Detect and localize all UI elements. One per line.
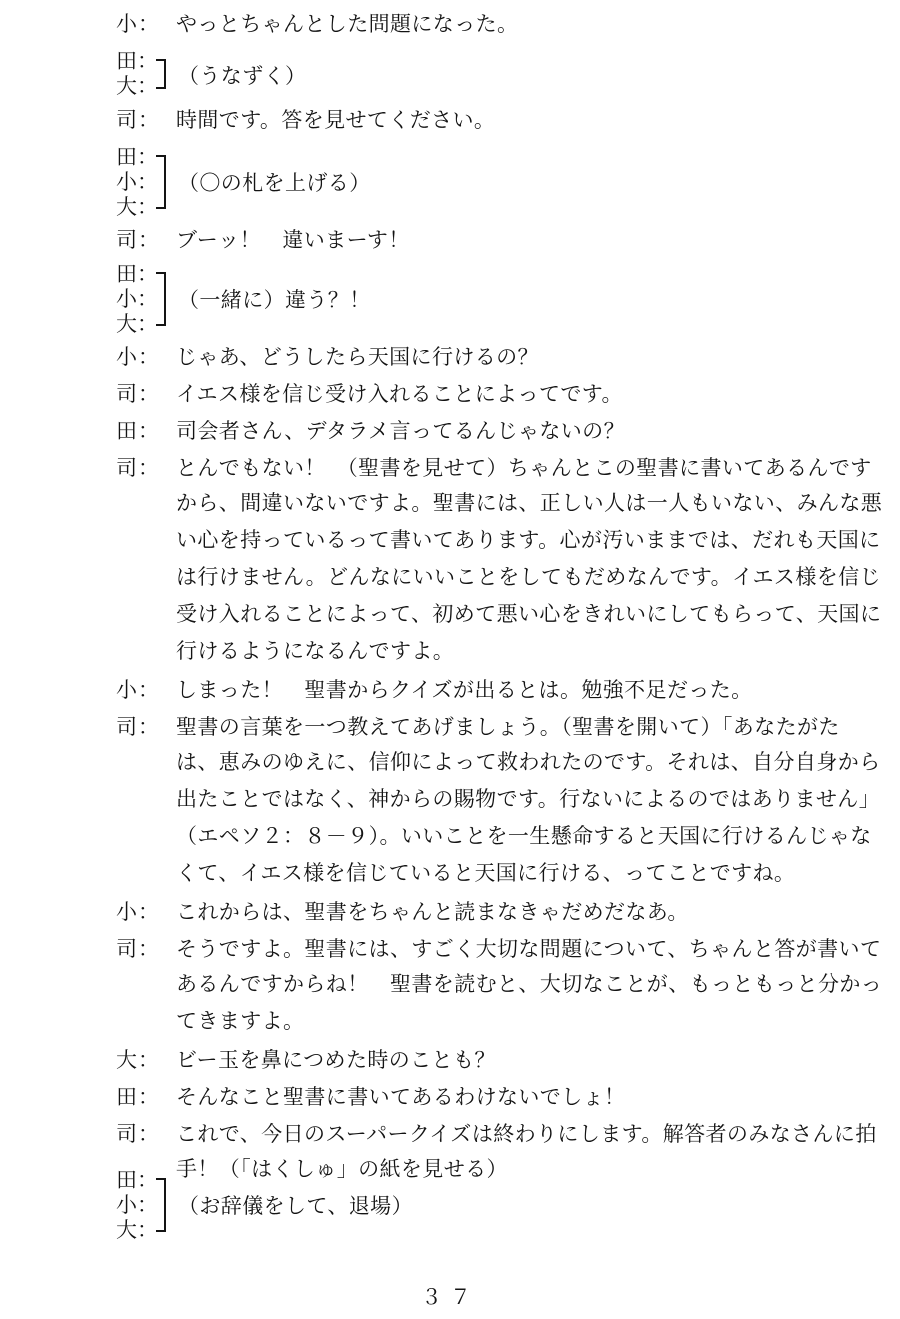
stage-direction: （〇の札を上げる） — [178, 171, 371, 195]
dialogue-line — [116, 670, 886, 707]
dialogue-text: 時間です。答を見せてください。 — [176, 107, 496, 132]
dialogue-continuation: から、間違いないですよ。聖書には、正しい人は一人もいない、みんな悪 — [176, 491, 883, 515]
speaker-label: 司： — [116, 107, 160, 132]
speaker-label: 田： — [116, 262, 158, 286]
speaker-label: 小： — [116, 170, 158, 194]
speaker-label: 大： — [116, 1218, 158, 1242]
dialogue-continuation: 受け入れることによって、初めて悪い心をきれいにしてもらって、天国に — [176, 602, 882, 626]
group-action — [116, 145, 886, 221]
speaker-group — [116, 262, 158, 337]
dialogue-text: ブーッ！ 違いまーす！ — [176, 227, 410, 252]
speaker-label: 司： — [116, 714, 160, 739]
dialogue-text: ビー玉を鼻につめた時のことも？ — [176, 1047, 496, 1072]
dialogue-line — [116, 929, 886, 966]
speaker-label: 小： — [116, 677, 160, 702]
speaker-label: 田： — [116, 418, 160, 443]
speaker-label: 小： — [116, 1193, 158, 1217]
dialogue-line — [116, 220, 886, 257]
bracket-icon — [156, 1178, 166, 1232]
speaker-group — [116, 145, 158, 220]
speaker-label: 田： — [116, 49, 158, 73]
speaker-label: 司： — [116, 381, 160, 406]
dialogue-text: 聖書の言葉を一つ教えてあげましょう。（聖書を開いて）「あなたがた — [176, 714, 840, 739]
speaker-label: 大： — [116, 74, 158, 98]
dialogue-line — [116, 100, 886, 137]
speaker-group — [116, 1168, 158, 1243]
dialogue-line — [116, 1077, 886, 1114]
dialogue-continuation: い心を持っているって書いてあります。心が汚いままでは、だれも天国に — [176, 528, 881, 552]
dialogue-continuation: は行けません。どんなにいいことをしてもだめなんです。イエス様を信じ — [176, 565, 881, 589]
dialogue-continuation: （エペソ２：８－９）。いいことを一生懸命すると天国に行けるんじゃな — [176, 824, 872, 848]
dialogue-text: イエス様を信じ受け入れることによってです。 — [176, 381, 623, 406]
stage-direction: （お辞儀をして、退場） — [178, 1194, 413, 1218]
speaker-label: 小： — [116, 287, 158, 311]
dialogue-text: これからは、聖書をちゃんと読まなきゃだめだなあ。 — [176, 899, 689, 924]
dialogue-continuation: てきますよ。 — [176, 1009, 305, 1033]
bracket-icon — [156, 155, 166, 209]
bracket-icon — [156, 59, 166, 89]
speaker-label: 小： — [116, 344, 160, 369]
stage-direction: （一緒に）違う？！ — [178, 288, 371, 312]
speaker-label: 田： — [116, 1168, 158, 1192]
speaker-label: 司： — [116, 1121, 160, 1146]
bracket-icon — [156, 272, 166, 326]
speaker-label: 大： — [116, 195, 158, 219]
speaker-label: 司： — [116, 936, 160, 961]
dialogue-text: とんでもない！ （聖書を見せて）ちゃんとこの聖書に書いてあるんです — [176, 455, 872, 480]
speaker-group — [116, 49, 158, 99]
speaker-label: 田： — [116, 145, 158, 169]
dialogue-continuation: 行けるようになるんですよ。 — [176, 639, 455, 663]
speaker-label: 小： — [116, 11, 160, 36]
dialogue-text: 司会者さん、デタラメ言ってるんじゃないの？ — [176, 418, 625, 443]
dialogue-line — [116, 1114, 886, 1151]
speaker-label: 司： — [116, 455, 160, 480]
dialogue-text: しまった！ 聖書からクイズが出るとは。勉強不足だった。 — [176, 677, 753, 702]
dialogue-line — [116, 448, 886, 485]
speaker-label: 大： — [116, 312, 158, 336]
dialogue-text: そうですよ。聖書には、すごく大切な問題について、ちゃんと答が書いて — [176, 936, 882, 961]
speaker-label: 大： — [116, 1047, 160, 1072]
dialogue-line — [116, 411, 886, 448]
dialogue-text: そんなこと聖書に書いてあるわけないでしょ！ — [176, 1084, 626, 1109]
dialogue-line — [116, 4, 886, 41]
dialogue-line — [116, 337, 886, 374]
speaker-label: 田： — [116, 1084, 160, 1109]
group-action — [116, 262, 886, 338]
group-action — [116, 1164, 886, 1240]
dialogue-line — [116, 892, 886, 929]
dialogue-continuation: は、恵みのゆえに、信仰によって救われたのです。それは、自分自身から — [176, 750, 881, 774]
stage-direction: （うなずく） — [178, 64, 307, 88]
dialogue-line — [116, 374, 886, 411]
dialogue-continuation: 出たことではなく、神からの賜物です。行ないによるのではありません」 — [176, 787, 881, 811]
dialogue-text: じゃあ、どうしたら天国に行けるの？ — [176, 344, 539, 369]
speaker-label: 小： — [116, 899, 160, 924]
group-action — [116, 49, 886, 99]
dialogue-continuation: くて、イエス様を信じていると天国に行ける、ってことですね。 — [176, 861, 796, 885]
speaker-label: 司： — [116, 227, 160, 252]
dialogue-line — [116, 707, 886, 744]
dialogue-text: これで、今日のスーパークイズは終わりにします。解答者のみなさんに拍 — [176, 1121, 877, 1146]
dialogue-continuation: あるんですからね！ 聖書を読むと、大切なことが、もっともっと分かっ — [176, 972, 883, 996]
page-number: ３７ — [421, 1285, 479, 1309]
dialogue-text: やっとちゃんとした問題になった。 — [176, 11, 519, 36]
dialogue-continuation: 手！（「はくしゅ」の紙を見せる） — [176, 1157, 508, 1181]
dialogue-line — [116, 1040, 886, 1077]
